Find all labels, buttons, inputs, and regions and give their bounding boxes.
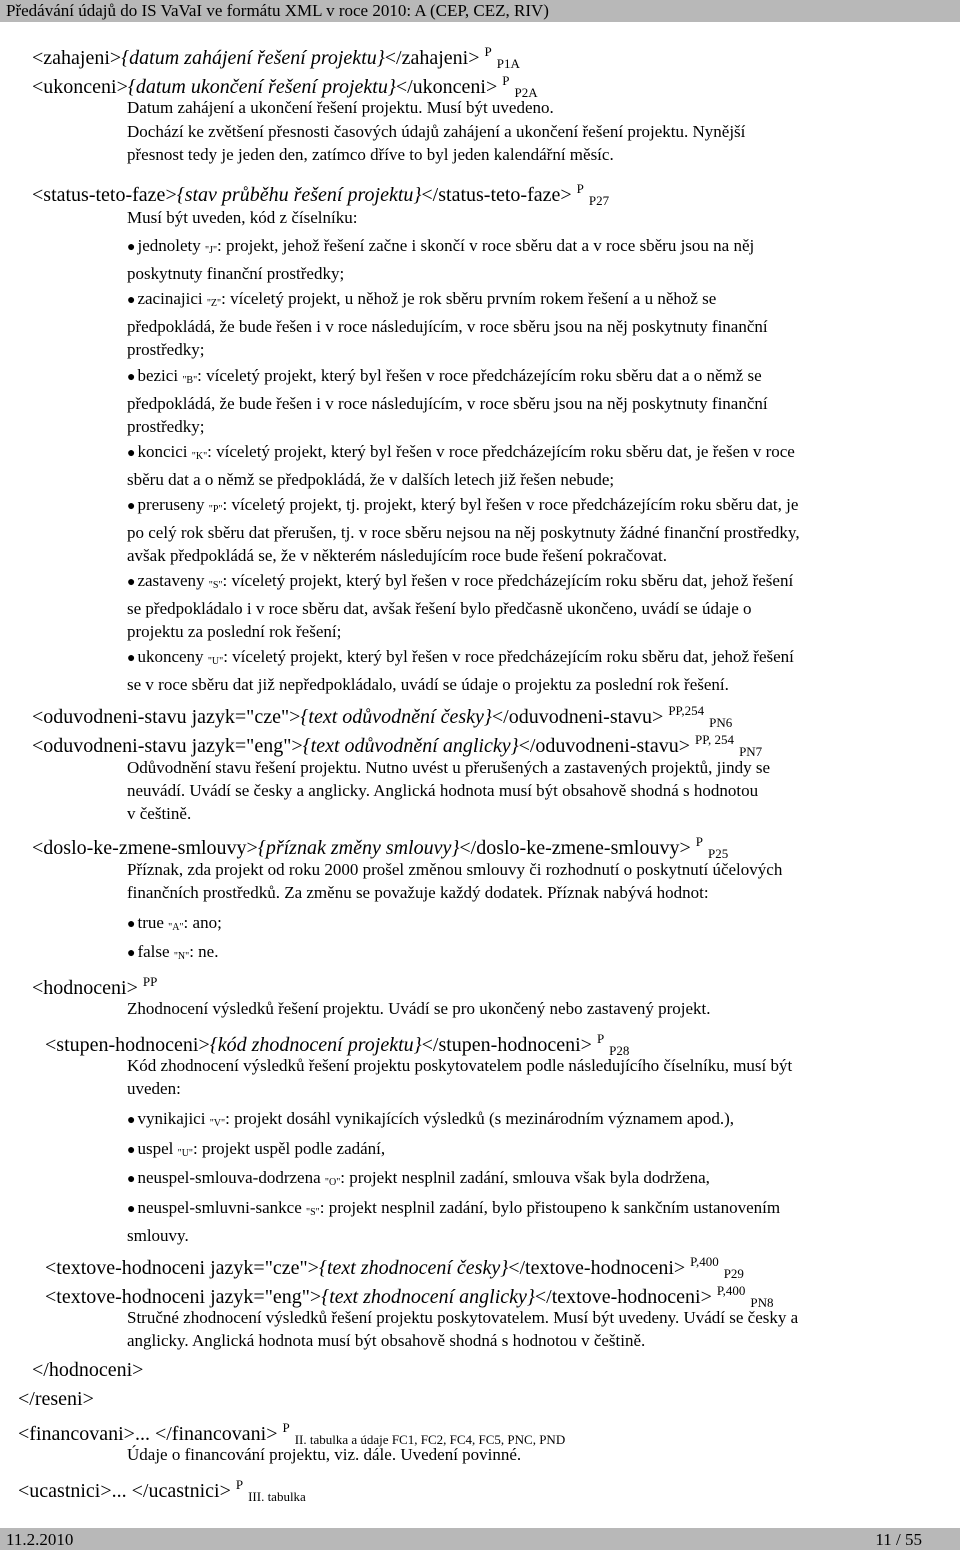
- list-text: : víceletý projekt, u něhož je rok sběru prvním rokem řešení a u něhož se: [221, 289, 717, 308]
- list-item: [127, 940, 930, 968]
- list-term: true: [137, 913, 164, 932]
- text-line: [127, 645, 930, 673]
- field-flag: P: [576, 181, 584, 196]
- xml-element-line: [32, 970, 930, 1000]
- list-code: "S": [306, 1207, 320, 1218]
- bullet-icon: ●: [127, 370, 136, 385]
- xml-close-tag: </zahajeni>: [384, 47, 480, 69]
- list-text: : projekt nesplnil zadání, smlouva však byla dodržena,: [340, 1168, 710, 1187]
- xml-value-placeholder: {text odůvodnění anglicky}: [302, 735, 519, 757]
- list-item: [127, 1107, 930, 1135]
- xml-open-tag: <ucastnici>... </ucastnici>: [18, 1480, 231, 1502]
- list-term: jednolety: [137, 236, 201, 255]
- text-line: prostředky;: [127, 417, 205, 436]
- description-text: [127, 206, 930, 229]
- list-text: : projekt nesplnil zadání, bylo přistoupeno k sankčním ustanovením: [319, 1198, 781, 1217]
- list-item: [127, 287, 930, 361]
- text-line: [127, 493, 930, 521]
- field-flag: PP,254: [668, 703, 705, 718]
- field-flag: P: [484, 44, 492, 59]
- text-line: sběru dat a o němž se předpokládá, že v dalších letech již řešen nebude;: [127, 470, 615, 489]
- text-line: [127, 1137, 930, 1165]
- text-line: prostředky;: [127, 340, 205, 359]
- list-text: : ano;: [183, 913, 222, 932]
- bullet-icon: ●: [127, 946, 136, 961]
- bullet-icon: ●: [127, 575, 136, 590]
- text-line: [127, 1196, 930, 1224]
- bullet-icon: ●: [127, 651, 136, 666]
- field-code: P1A: [496, 56, 520, 71]
- field-code: P28: [609, 1043, 630, 1058]
- field-code: P25: [708, 846, 729, 861]
- xml-open-tag: </reseni>: [18, 1388, 94, 1410]
- list-item: [127, 493, 930, 567]
- text-line: po celý rok sběru dat přerušen, tj. v roce sběru nejsou na něj poskytnuty žádné finanční prostředky,: [127, 523, 800, 542]
- text-line: Stručné zhodnocení výsledků řešení projektu poskytovatelem. Musí být uvedeny. Uvádí se česky a: [127, 1308, 799, 1327]
- xml-open-tag: <stupen-hodnoceni>: [45, 1034, 210, 1056]
- list-code: "K": [191, 451, 208, 462]
- list-code: "U": [177, 1148, 193, 1159]
- xml-close-tag: </oduvodneni-stavu>: [518, 735, 691, 757]
- text-line: Zhodnocení výsledků řešení projektu. Uvádí se pro ukončený nebo zastavený projekt.: [127, 999, 711, 1018]
- field-code: P2A: [514, 85, 538, 100]
- xml-value-placeholder: {kód zhodnocení projektu}: [209, 1034, 422, 1056]
- xml-open-tag: <hodnoceni>: [32, 977, 138, 999]
- description-text: [127, 997, 930, 1020]
- list-code: "Z": [206, 298, 222, 309]
- xml-open-tag: </hodnoceni>: [32, 1359, 144, 1381]
- description-text: [127, 120, 930, 166]
- xml-open-tag: <textove-hodnoceni jazyk="cze">: [45, 1257, 319, 1279]
- description-text: [127, 1054, 930, 1100]
- list-code: "J": [204, 245, 218, 256]
- list-item: [127, 569, 930, 643]
- text-line: projektu za poslední rok řešení;: [127, 622, 342, 641]
- list-item: [127, 364, 930, 438]
- xml-close-tag: </oduvodneni-stavu>: [491, 706, 664, 728]
- bullet-icon: ●: [127, 446, 136, 461]
- bullet-icon: ●: [127, 499, 136, 514]
- list-term: neuspel-smlouva-dodrzena: [137, 1168, 321, 1187]
- xml-open-tag: <zahajeni>: [32, 47, 122, 69]
- list-term: false: [137, 942, 170, 961]
- field-flag: PP, 254: [695, 732, 735, 747]
- text-line: anglicky. Anglická hodnota musí být obsahově shodná s hodnotou v češtině.: [127, 1331, 646, 1350]
- footer-date: 11.2.2010: [6, 1530, 74, 1549]
- list-text: : víceletý projekt, tj. projekt, který byl řešen v roce předcházejícím roku sběru dat, je: [222, 495, 799, 514]
- field-code: III. tabulka: [248, 1489, 306, 1504]
- text-line: neuvádí. Uvádí se česky a anglicky. Anglická hodnota musí být obsahově shodná s hodnotou: [127, 781, 759, 800]
- xml-close-tag: </status-teto-faze>: [421, 184, 572, 206]
- list-code: "A": [168, 922, 184, 933]
- text-line: předpokládá, že bude řešen i v roce následujícím, v roce sběru jsou na něj poskytnuty finanční: [127, 394, 768, 413]
- text-line: Odůvodnění stavu řešení projektu. Nutno uvést u přerušených a zastavených projektů, jindy se: [127, 758, 771, 777]
- description-text: [127, 1306, 930, 1352]
- list-text: : víceletý projekt, který byl řešen v roce předcházejícím roku sběru dat, jehož řešení: [222, 571, 794, 590]
- text-line: Údaje o financování projektu, viz. dále. Uvedení povinné.: [127, 1445, 522, 1464]
- text-line: Příznak, zda projekt od roku 2000 prošel změnou smlouvy či rozhodnutí o poskytnutí účelových: [127, 860, 783, 879]
- xml-open-tag: <financovani>... </financovani>: [18, 1423, 278, 1445]
- field-flag: P: [596, 1031, 605, 1046]
- list-item: [127, 1166, 930, 1194]
- text-line: [127, 364, 930, 392]
- list-item: [127, 911, 930, 939]
- text-line: se v roce sběru dat již nepředpokládalo, uvádí se údaje o projektu za poslední rok řešení.: [127, 675, 729, 694]
- xml-value-placeholder: {příznak změny smlouvy}: [257, 837, 460, 859]
- xml-value-placeholder: {text zhodnocení anglicky}: [321, 1286, 535, 1308]
- text-line: [127, 1107, 930, 1135]
- field-flag: P: [282, 1420, 290, 1435]
- list-term: ukonceny: [137, 647, 204, 666]
- text-line: [127, 234, 930, 262]
- bullet-icon: ●: [127, 917, 136, 932]
- text-line: Kód zhodnocení výsledků řešení projektu poskytovatelem podle následujícího číselníku, musí být: [127, 1056, 793, 1075]
- text-line: Datum zahájení a ukončení řešení projektu. Musí být uvedeno.: [127, 98, 554, 117]
- list-code: "O": [324, 1177, 341, 1188]
- text-line: [127, 911, 930, 939]
- xml-open-tag: <oduvodneni-stavu jazyk="eng">: [32, 735, 303, 757]
- list-text: : projekt dosáhl vynikajících výsledků (s mezinárodním významem apod.),: [225, 1109, 735, 1128]
- footer-page-number: 11 / 55: [875, 1530, 922, 1549]
- header-title: Předávání údajů do IS VaVaI ve formátu XML v roce 2010: A (CEP, CEZ, RIV): [6, 1, 549, 20]
- bullet-icon: ●: [127, 1143, 136, 1158]
- xml-close-tag: </textove-hodnoceni>: [508, 1257, 686, 1279]
- bullet-icon: ●: [127, 1172, 136, 1187]
- xml-element-line: [18, 1387, 930, 1411]
- bullet-icon: ●: [127, 1202, 136, 1217]
- text-line: Musí být uveden, kód z číselníku:: [127, 208, 358, 227]
- text-line: uveden:: [127, 1079, 181, 1098]
- page-header: [0, 0, 960, 22]
- list-term: zacinajici: [137, 289, 203, 308]
- list-term: zastaveny: [137, 571, 205, 590]
- bullet-icon: ●: [127, 240, 136, 255]
- field-code: P29: [723, 1266, 744, 1281]
- text-line: Dochází ke zvětšení přesnosti časových údajů zahájení a ukončení řešení projektu. Nynější: [127, 122, 746, 141]
- bullet-icon: ●: [127, 293, 136, 308]
- text-line: [127, 287, 930, 315]
- list-term: preruseny: [137, 495, 205, 514]
- list-term: koncici: [137, 442, 188, 461]
- list-code: "B": [182, 375, 198, 386]
- field-code: PN7: [739, 744, 763, 759]
- text-line: poskytnuty finanční prostředky;: [127, 264, 345, 283]
- list-code: "S": [208, 580, 223, 591]
- description-text: [127, 1443, 930, 1466]
- description-text: [127, 756, 930, 825]
- text-line: v češtině.: [127, 804, 192, 823]
- xml-close-tag: </stupen-hodnoceni>: [421, 1034, 592, 1056]
- field-flag: PP: [142, 974, 158, 989]
- list-text: : ne.: [189, 942, 219, 961]
- list-code: "P": [208, 504, 223, 515]
- text-line: se předpokládalo i v roce sběru dat, avšak řešení bylo předčasně ukončeno, uvádí se údaje o: [127, 599, 752, 618]
- list-item: [127, 645, 930, 696]
- page-footer: [0, 1528, 960, 1550]
- xml-value-placeholder: {stav průběhu řešení projektu}: [176, 184, 422, 206]
- field-flag: P: [502, 73, 510, 88]
- field-code: II. tabulka a údaje FC1, FC2, FC4, FC5, PNC, PND: [294, 1432, 566, 1447]
- list-item: [127, 1196, 930, 1247]
- field-code: PN8: [750, 1295, 774, 1310]
- text-line: předpokládá, že bude řešen i v roce následujícím, v roce sběru jsou na něj poskytnuty finanční: [127, 317, 768, 336]
- list-text: : projekt uspěl podle zadání,: [193, 1139, 386, 1158]
- xml-value-placeholder: {datum ukončení řešení projektu}: [127, 76, 396, 98]
- bullet-icon: ●: [127, 1113, 136, 1128]
- list-text: : projekt, jehož řešení začne i skončí v roce sběru dat a v roce sběru jsou na něj: [217, 236, 755, 255]
- list-term: bezici: [137, 366, 179, 385]
- list-term: neuspel-smluvni-sankce: [137, 1198, 302, 1217]
- text-line: finančních prostředků. Za změnu se považuje každý dodatek. Příznak nabývá hodnot:: [127, 883, 709, 902]
- xml-open-tag: <textove-hodnoceni jazyk="eng">: [45, 1286, 322, 1308]
- xml-open-tag: <ukonceni>: [32, 76, 128, 98]
- list-item: [127, 1137, 930, 1165]
- text-line: [127, 1166, 930, 1194]
- field-code: PN6: [709, 715, 733, 730]
- list-text: : víceletý projekt, který byl řešen v roce předcházejícím roku sběru dat, je řešen v roce: [207, 442, 795, 461]
- xml-element-line: [32, 1358, 930, 1382]
- xml-open-tag: <doslo-ke-zmene-smlouvy>: [32, 837, 258, 859]
- list-term: vynikajici: [137, 1109, 206, 1128]
- list-item: [127, 234, 930, 285]
- xml-value-placeholder: {text odůvodnění česky}: [300, 706, 492, 728]
- field-flag: P: [235, 1477, 244, 1492]
- xml-close-tag: </doslo-ke-zmene-smlouvy>: [459, 837, 691, 859]
- text-line: [127, 569, 930, 597]
- list-term: uspel: [137, 1139, 174, 1158]
- xml-open-tag: <status-teto-faze>: [32, 184, 177, 206]
- text-line: smlouvy.: [127, 1226, 189, 1245]
- text-line: [127, 940, 930, 968]
- list-code: "N": [173, 951, 190, 962]
- field-flag: P,400: [716, 1283, 746, 1298]
- list-code: "U": [207, 656, 224, 667]
- list-text: : víceletý projekt, který byl řešen v roce předcházejícím roku sběru dat, jehož řešení: [223, 647, 794, 666]
- xml-open-tag: <oduvodneni-stavu jazyk="cze">: [32, 706, 301, 728]
- text-line: přesnost tedy je jeden den, zatímco dříve to byl jeden kalendářní měsíc.: [127, 145, 614, 164]
- field-flag: P: [695, 834, 703, 849]
- description-text: [127, 858, 930, 904]
- list-code: "V": [209, 1118, 226, 1129]
- xml-value-placeholder: {text zhodnocení česky}: [318, 1257, 509, 1279]
- list-text: : víceletý projekt, který byl řešen v roce předcházejícím roku sběru dat a o němž se: [197, 366, 762, 385]
- field-code: P27: [588, 193, 610, 208]
- text-line: avšak předpokládá se, že v některém následujícím roce bude řešení pokračovat.: [127, 546, 667, 565]
- field-flag: P,400: [690, 1254, 719, 1269]
- list-item: [127, 440, 930, 491]
- xml-element-line: [18, 1473, 930, 1509]
- xml-value-placeholder: {datum zahájení řešení projektu}: [121, 47, 385, 69]
- description-text: [127, 96, 930, 119]
- text-line: [127, 440, 930, 468]
- xml-close-tag: </textove-hodnoceni>: [534, 1286, 712, 1308]
- xml-close-tag: </ukonceni>: [395, 76, 498, 98]
